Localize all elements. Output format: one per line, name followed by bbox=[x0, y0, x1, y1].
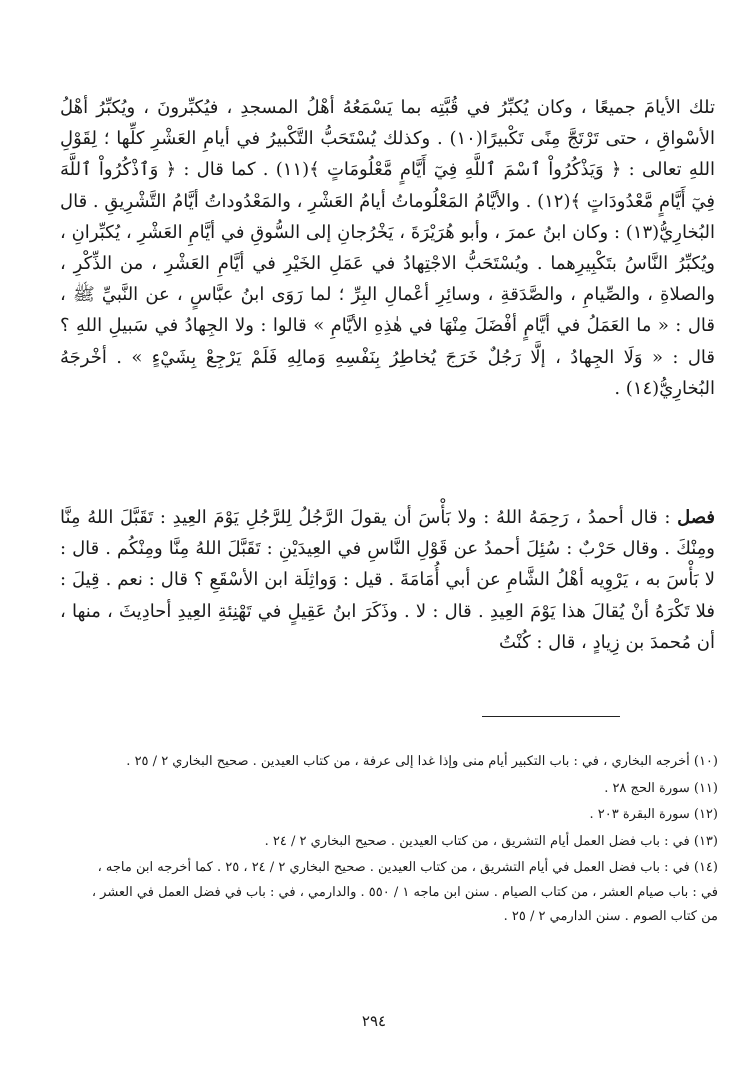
paragraph-2-text: : قال أحمدُ ، رَحِمَهُ اللهُ : ولا بَأْسَ أن يقولَ الرَّجُلُ لِلرَّجُلِ يَوْمَ العِيدِ : تَقَبَّلَ اللهُ مِنَّا ومِنْكَ . وقال حَرْبٌ : سُئِلَ أحمدُ عن قَوْلِ النَّاسِ في العِيدَيْنِ : تَقَبَّلَ اللهُ مِنَّا ومِنْكُم . قال : لا بَأْسَ به ، يَرْوِيه أهْلُ الشَّامِ عن أبي أُمَامَةَ . قيل : وَواثِلَة ابن الأسْقَعِ ؟ قال : نعم . قِيلَ : فلا تَكْرَهُ أنْ يُقالَ هذا يَوْمَ العِيدِ . قال : لا . وذَكَرَ ابنُ عَقِيلٍ في تَهْنِئةِ العِيدِ أحادِيثَ ، منها ، أن مُحمدَ بن زِيادٍ ، قال : كُنْتُ bbox=[60, 507, 716, 653]
footnote-13: (١٣) في : باب فضل العمل أيام التشريق ، من كتاب العيدين . صحيح البخاري ٢ / ٢٤ . bbox=[264, 833, 718, 849]
footnotes-list bbox=[88, 750, 718, 932]
footnote-12: (١٢) سورة البقرة ٢٠٣ . bbox=[589, 807, 718, 822]
fasl-section bbox=[60, 502, 715, 658]
section-heading-fasl: فصل bbox=[677, 507, 715, 528]
footnote-14: (١٤) في : باب فضل العمل في أيام التشريق ، من كتاب العيدين . صحيح البخاري ٢ / ٢٤ ، ٢٥ . كما أخرجه ابن ماجه ، في : باب صيام العشر ، من كتاب الصيام . سنن ابن ماجه ١ / ٥٥٠ . والدارمي ، في : باب في فضل العمل في العشر ، من كتاب الصوم . سنن الدارمي ٢ / ٢٥ . bbox=[91, 860, 718, 924]
main-text-block bbox=[60, 92, 715, 404]
paragraph-2 bbox=[60, 502, 715, 658]
footnote-separator-line bbox=[482, 716, 620, 717]
page-number: ٢٩٤ bbox=[361, 1012, 387, 1030]
paragraph-1: تلك الأيامَ جميعًا ، وكان يُكبِّرُ في قُبَّتِه بما يَسْمَعُهُ أهْلُ المسجدِ ، فيُكبِّرونَ ، ويُكبِّرُ أهْلُ الأسْواقِ ، حتى تَرْتَجَّ مِنًى تَكْبيرًا(١٠) . وكذلك يُسْتَحَبُّ التَّكْبيرُ في أيامِ العَشْرِ كلِّها ؛ لِقَوْلِ اللهِ تعالى : ﴿ وَيَذْكُرُواْ ٱسْمَ ٱللَّهِ فِيٓ أَيَّامٍ مَّعْلُومَاتٍ ﴾(١١) . كما قال : ﴿ وَٱذْكُرُواْ ٱللَّهَ فِيٓ أَيَّامٍ مَّعْدُودَاتٍ ﴾(١٢) . والأيَّامُ المَعْلُوماتُ أيامُ العَشْرِ ، والمَعْدُوداتُ أيَّامُ التَّشْرِيقِ . قال البُخارِيُّ(١٣) : وكان ابنُ عمرَ ، وأبو هُرَيْرَةَ ، يَخْرُجانِ إلى السُّوقِ في أيَّامِ العَشْرِ ، يُكبِّرانِ ، ويُكبِّرُ النَّاسُ بتَكْبِيرِهما . ويُسْتَحَبُّ الاجْتِهادُ في عَمَلِ الخَيْرِ في أيَّامِ العَشْرِ ، من الذِّكْرِ ، والصلاةِ ، والصِّيامِ ، والصَّدَقةِ ، وسائِرِ أعْمالِ البِرِّ ؛ لما رَوَى ابنُ عبَّاسٍ ، عن النَّبيِّ ﷺ ، قال : « ما العَمَلُ في أيَّامٍ أفْضَلَ مِنْهَا في هٰذِهِ الأيَّامِ » قالوا : ولا الجِهادُ في سَبيلِ اللهِ ؟ قال : « وَلَا الجِهادُ ، إلَّا رَجُلٌ خَرَجَ يُخاطِرُ بِنَفْسِهِ وَمالِهِ فَلَمْ يَرْجِعْ بِشَيْءٍ » . أخْرجَهُ البُخارِيُّ(١٤) . bbox=[60, 97, 715, 399]
footnote-10: (١٠) أخرجه البخاري ، في : باب التكبير أيام منى وإذا غدا إلى عرفة ، من كتاب العيدين . صحيح البخاري ٢ / ٢٥ . bbox=[126, 754, 718, 769]
footnote-11: (١١) سورة الحج ٢٨ . bbox=[604, 780, 718, 796]
